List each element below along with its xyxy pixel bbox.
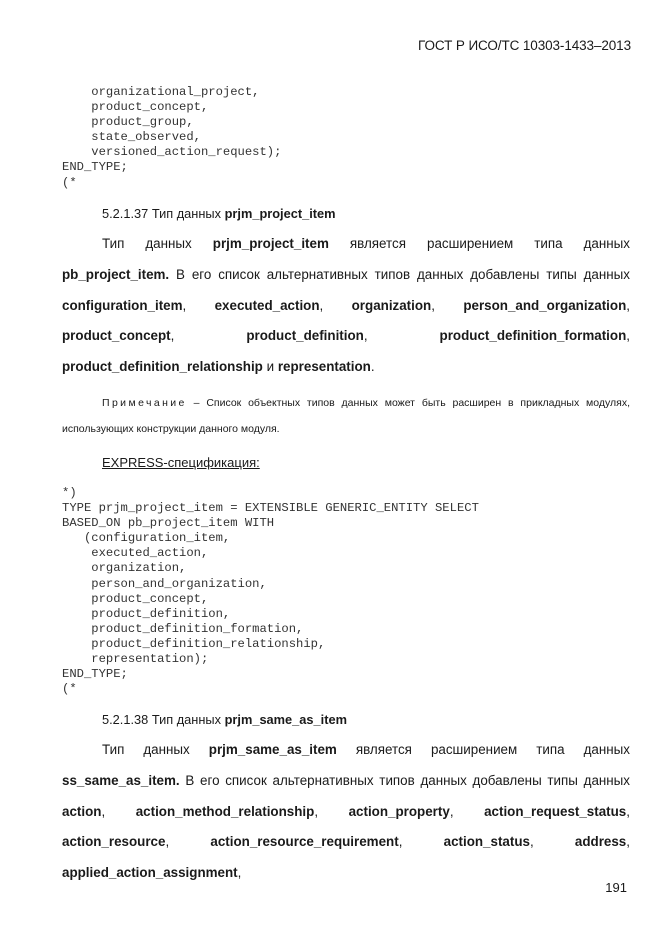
express-code-block-2: *) TYPE prjm_project_item = EXTENSIBLE GENERIC_ENTITY SELECT BASED_ON pb_project_item WITH (configuration_item, executed_action, organization, person_and_organization, product_concept, product_definition, product_definition_formation, product_definition_relationship, representation); END_TYPE; (* <box>62 486 479 697</box>
express-specification-label: EXPRESS-спецификация: <box>102 455 260 470</box>
page-number: 191 <box>605 880 627 895</box>
page-header: ГОСТ Р ИСО/ТС 10303-1433–2013 <box>418 38 631 53</box>
note-paragraph: Примечание – Список объектных типов данных может быть расширен в прикладных модулях, использующих конструкции данного модуля. <box>62 397 631 435</box>
section-heading-5-2-1-38: 5.2.1.38 Тип данных prjm_same_as_item <box>102 712 347 727</box>
section-paragraph-5-2-1-38: Тип данных prjm_same_as_item является расширением типа данных ss_same_as_item. В его список альтернативных типов данных добавлены типы данных action, action_method_relationship, action_property, action_request_status, action_resource, action_resource_requirement, action_status, address, applied_action_assignment, <box>62 742 630 881</box>
express-code-block-1: organizational_project, product_concept, product_group, state_observed, versioned_action_request); END_TYPE; (* <box>62 85 282 190</box>
section-paragraph-5-2-1-37: Тип данных prjm_project_item является расширением типа данных pb_project_item. В его список альтернативных типов данных добавлены типы данных configuration_item, executed_action, organization, person_and_organization, product_concept, product_definition, product_definition_formation, product_definition_relationship и representation. <box>62 236 630 375</box>
section-heading-5-2-1-37: 5.2.1.37 Тип данных prjm_project_item <box>102 206 336 221</box>
